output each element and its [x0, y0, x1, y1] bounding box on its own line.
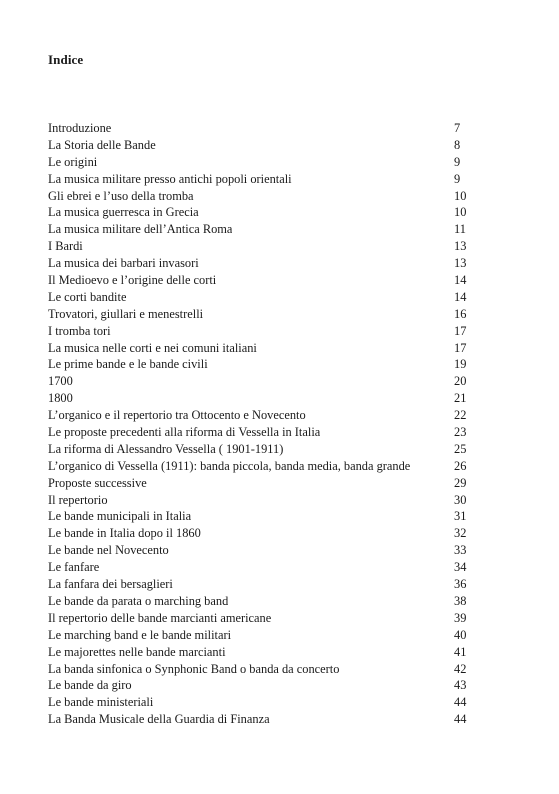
toc-entry[interactable] — [48, 407, 470, 424]
toc-entry-page-number: 11 — [454, 222, 466, 237]
toc-entry-title: Le corti bandite — [48, 289, 127, 304]
toc-entry-title: 1700 — [48, 374, 73, 389]
toc-entry-title: Le marching band e le bande militari — [48, 627, 232, 642]
toc-entry-page-number: 14 — [454, 273, 467, 288]
toc-entry[interactable] — [48, 424, 470, 441]
toc-entry-title: La musica nelle corti e nei comuni italiani — [48, 340, 257, 355]
toc-entry[interactable] — [48, 441, 470, 458]
toc-entry-title: La Storia delle Bande — [48, 137, 156, 152]
toc-entry-title: La banda sinfonica o Synphonic Band o banda da concerto — [48, 661, 340, 676]
toc-entry-title: Le origini — [48, 154, 98, 169]
toc-entry-page-number: 17 — [454, 323, 467, 338]
toc-entry-title: Le fanfare — [48, 560, 100, 575]
toc-entry-page-number: 23 — [454, 425, 467, 440]
toc-entry[interactable] — [48, 221, 470, 238]
toc-entry-page-number: 9 — [454, 154, 461, 169]
toc-entry[interactable] — [48, 171, 470, 188]
toc-entry-page-number: 41 — [454, 644, 467, 659]
toc-entry-title: Gli ebrei e l’uso della tromba — [48, 188, 194, 203]
toc-entry-page-number: 16 — [454, 306, 467, 321]
toc-entry-title: La musica guerresca in Grecia — [48, 205, 199, 220]
toc-entry-title: Le bande municipali in Italia — [48, 509, 192, 524]
toc-entry[interactable] — [48, 492, 470, 509]
toc-entry[interactable] — [48, 289, 470, 306]
toc-entry-page-number: 29 — [454, 475, 467, 490]
toc-entry-title: Il repertorio — [48, 492, 108, 507]
toc-entry-page-number: 30 — [454, 492, 467, 507]
toc-entry-title: Trovatori, giullari e menestrelli — [48, 306, 204, 321]
toc-entry-title: Le prime bande e le bande civili — [48, 357, 208, 372]
toc-entry-title: Le bande in Italia dopo il 1860 — [48, 526, 201, 541]
toc-entry-title: La riforma di Alessandro Vessella ( 1901-1911) — [48, 441, 284, 456]
toc-entry[interactable] — [48, 559, 470, 576]
toc-entry-page-number: 7 — [454, 121, 461, 135]
toc-entry-title: Le proposte precedenti alla riforma di Vessella in Italia — [48, 425, 321, 440]
toc-entry-title: I Bardi — [48, 239, 83, 254]
toc-entry[interactable] — [48, 323, 470, 340]
toc-entry[interactable] — [48, 525, 470, 542]
toc-entry-page-number: 33 — [454, 543, 467, 558]
toc-entry[interactable] — [48, 204, 470, 221]
toc-entry-title: L’organico di Vessella (1911): banda piccola, banda media, banda grande — [48, 458, 411, 473]
toc-entry[interactable] — [48, 627, 470, 644]
toc-entry-page-number: 20 — [454, 374, 467, 389]
toc-entry[interactable] — [48, 356, 470, 373]
toc-entry-page-number: 42 — [454, 661, 467, 676]
toc-entry-title: La musica dei barbari invasori — [48, 256, 199, 271]
toc-entry-page-number: 25 — [454, 441, 467, 456]
toc-entry-title: Introduzione — [48, 121, 112, 135]
toc-entry-page-number: 21 — [454, 391, 467, 406]
toc-entry-page-number: 38 — [454, 593, 467, 608]
toc-entry-title: Le bande da giro — [48, 678, 132, 693]
toc-entry-page-number: 34 — [454, 560, 467, 575]
toc-entry-title: La fanfara dei bersaglieri — [48, 577, 173, 592]
toc-entry[interactable] — [48, 475, 470, 492]
toc-entry[interactable] — [48, 340, 470, 357]
toc-entry-page-number: 8 — [454, 137, 461, 152]
toc-entry[interactable] — [48, 508, 470, 525]
toc-entry[interactable] — [48, 120, 470, 137]
toc-entry-page-number: 26 — [454, 458, 467, 473]
toc-entry-page-number: 13 — [454, 256, 467, 271]
toc-entry[interactable] — [48, 677, 470, 694]
toc-entry-page-number: 32 — [454, 526, 467, 541]
toc-entry-title: Le majorettes nelle bande marcianti — [48, 644, 226, 659]
toc-entry[interactable] — [48, 137, 470, 154]
toc-entry[interactable] — [48, 576, 470, 593]
toc-entry[interactable] — [48, 542, 470, 559]
toc-entry[interactable] — [48, 644, 470, 661]
toc-entry[interactable] — [48, 255, 470, 272]
toc-entry[interactable] — [48, 593, 470, 610]
toc-entry-title: La Banda Musicale della Guardia di Finanza — [48, 712, 270, 727]
toc-entry-page-number: 43 — [454, 678, 467, 693]
toc-entry[interactable] — [48, 188, 470, 205]
toc-entry[interactable] — [48, 238, 470, 255]
toc-entry-page-number: 9 — [454, 171, 461, 186]
toc-entry-page-number: 19 — [454, 357, 467, 372]
toc-entry[interactable] — [48, 390, 470, 407]
toc-entry-title: Le bande da parata o marching band — [48, 593, 229, 608]
toc-entry-title: Il Medioevo e l’origine delle corti — [48, 273, 217, 288]
toc-entry[interactable] — [48, 694, 470, 711]
toc-entry-page-number: 36 — [454, 577, 467, 592]
toc-entry-title: Le bande ministeriali — [48, 695, 154, 710]
toc-entry-title: Le bande nel Novecento — [48, 543, 169, 558]
toc-entry[interactable] — [48, 154, 470, 171]
toc-entry-page-number: 10 — [454, 188, 467, 203]
toc-entry-title: La musica militare dell’Antica Roma — [48, 222, 233, 237]
toc-entry-title: Proposte successive — [48, 475, 147, 490]
toc-entry[interactable] — [48, 711, 470, 728]
toc-entry-title: 1800 — [48, 391, 73, 406]
page-title: Indice — [48, 52, 84, 67]
toc-entry-page-number: 17 — [454, 340, 467, 355]
toc-entry-page-number: 13 — [454, 239, 467, 254]
toc-entry-page-number: 44 — [454, 695, 467, 710]
table-of-contents — [48, 120, 470, 728]
toc-entry-title: La musica militare presso antichi popoli orientali — [48, 171, 292, 186]
toc-entry-title: L’organico e il repertorio tra Ottocento e Novecento — [48, 408, 306, 423]
toc-entry-title: I tromba tori — [48, 323, 111, 338]
toc-entry-title: Il repertorio delle bande marcianti americane — [48, 610, 272, 625]
toc-entry[interactable] — [48, 272, 470, 289]
toc-entry-page-number: 14 — [454, 289, 467, 304]
toc-entry[interactable] — [48, 458, 470, 475]
toc-entry[interactable] — [48, 661, 470, 678]
toc-entry[interactable] — [48, 306, 470, 323]
toc-entry-page-number: 31 — [454, 509, 467, 524]
toc-entry-page-number: 44 — [454, 712, 467, 727]
toc-entry-page-number: 10 — [454, 205, 467, 220]
toc-entry[interactable] — [48, 610, 470, 627]
toc-entry-page-number: 22 — [454, 408, 467, 423]
toc-entry[interactable] — [48, 373, 470, 390]
toc-entry-page-number: 40 — [454, 627, 467, 642]
toc-entry-page-number: 39 — [454, 610, 467, 625]
